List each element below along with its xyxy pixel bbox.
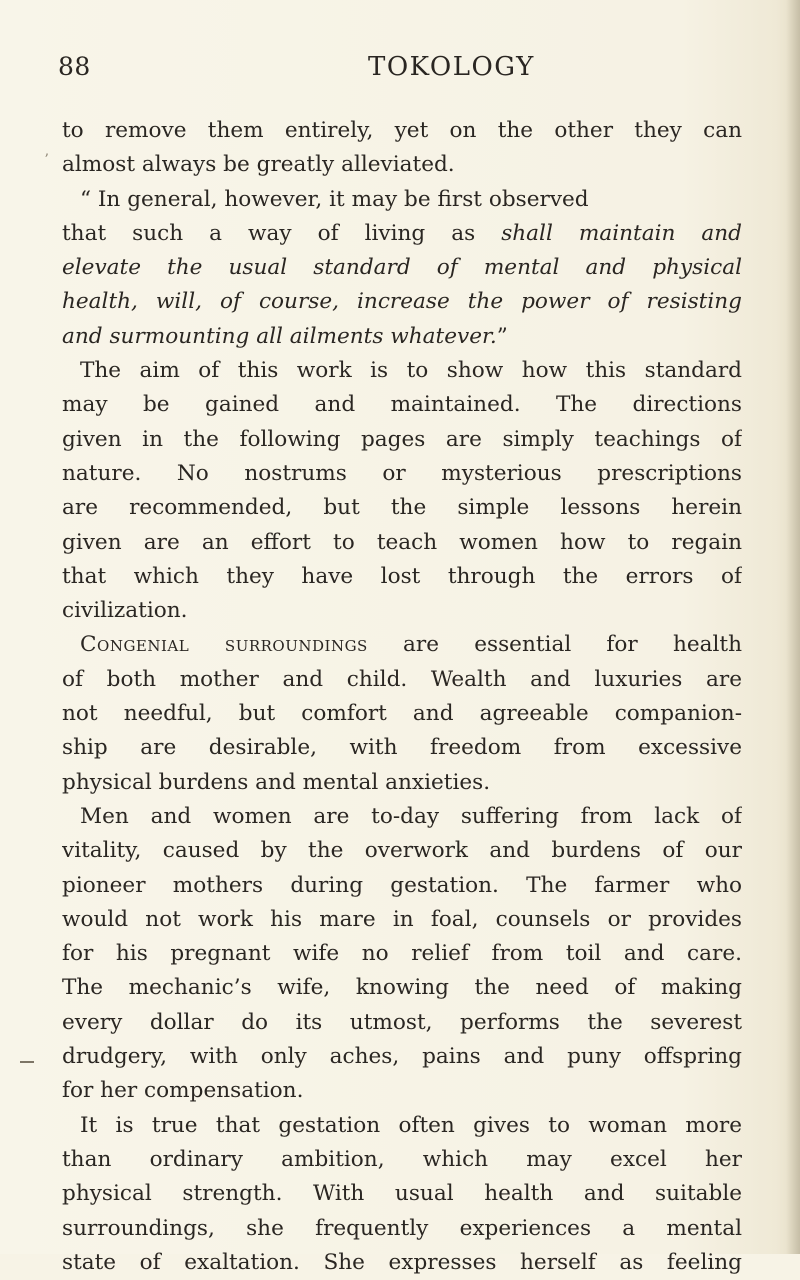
text-line [62,320,742,354]
text-line [62,560,742,594]
small-caps-text: Congenial surroundings [80,632,368,658]
text-line [62,663,742,697]
text-run: may be gained and maintained. The directions [62,392,742,418]
text-run: to remove them entirely, yet on the other they can [62,118,742,143]
text-run: than ordinary ambition, which may excel her [62,1146,742,1172]
text-run: that such a way of living as [62,220,502,246]
text-line [62,1212,742,1246]
text-run: of both mother and child. Wealth and luxuries are [62,666,742,692]
text-run: civilization. [62,598,188,624]
text-run: surroundings, she frequently experiences a mental [62,1215,742,1241]
text-run: every dollar do its utmost, performs the severest [62,1009,742,1035]
text-line [62,114,742,148]
text-run: nature. No nostrums or mysterious prescriptions [62,460,742,486]
text-line [62,183,742,217]
page-header [58,52,748,92]
text-run: physical strength. With usual health and suitable [62,1181,742,1207]
text-line [62,423,742,457]
text-run: for her compensation. [62,1078,304,1104]
text-line [62,1040,742,1074]
text-run: almost always be greatly alleviated. [62,152,455,178]
body-text [62,114,742,1280]
text-line [62,1143,742,1177]
text-run: that which they have lost through the errors of [62,563,742,589]
text-line [62,388,742,422]
text-run: given in the following pages are simply teachings of [62,426,742,452]
text-line [62,1006,742,1040]
italic-text: health, will, of course, increase the power of resisting [62,289,742,315]
text-line [62,903,742,937]
text-run: ship are desirable, with freedom from excessive [62,735,742,761]
text-run: physical burdens and mental anxieties. [62,769,491,795]
italic-text: elevate the usual standard of mental and physical [62,255,742,281]
text-line [62,526,742,560]
text-line [62,594,742,628]
text-run: are recommended, but the simple lessons herein [62,495,742,521]
text-line [62,1246,742,1280]
text-line [62,148,742,182]
text-run: state of exaltation. She expresses herself as feeling [62,1249,742,1275]
text-run: are essential for health [367,632,742,658]
text-run: vitality, caused by the overwork and burdens of our [62,838,742,864]
text-line [62,766,742,800]
page-number: 88 [58,52,91,81]
text-run: The aim of this work is to show how this standard [80,358,742,384]
text-run: not needful, but comfort and agreeable companion- [62,701,742,727]
text-line [62,491,742,525]
running-title: TOKOLOGY [368,52,535,82]
text-line [62,971,742,1005]
text-line [62,731,742,765]
text-line [62,251,742,285]
page-edge-shadow [786,0,800,1254]
text-line [62,1177,742,1211]
text-run: drudgery, with only aches, pains and puny offspring [62,1044,742,1070]
text-line [62,354,742,388]
text-line [62,834,742,868]
text-run: for his pregnant wife no relief from toil and care. [62,941,742,967]
margin-mark: ʼ [44,152,49,168]
text-line [62,217,742,251]
text-line [62,800,742,834]
text-line [62,697,742,731]
text-line [62,869,742,903]
text-line [62,937,742,971]
text-line [62,457,742,491]
text-run: would not work his mare in foal, counsels or provides [62,906,742,932]
text-run: Men and women are to-day suffering from lack of [80,803,742,829]
text-run: The mechanic’s wife, knowing the need of making [62,975,742,1001]
text-line [62,628,742,662]
text-run: pioneer mothers during gestation. The farmer who [62,872,742,898]
italic-text: and surmounting all ailments whatever. [62,323,497,349]
text-run: “ In general, however, it may be first observed [80,186,589,212]
margin-dash [20,1061,34,1063]
italic-text: shall maintain and [501,220,742,246]
text-line [62,285,742,319]
text-line [62,1109,742,1143]
text-run: It is true that gestation often gives to woman more [80,1112,742,1138]
text-line [62,1074,742,1108]
text-run: ” [496,323,508,349]
text-run: given are an effort to teach women how to regain [62,529,742,555]
